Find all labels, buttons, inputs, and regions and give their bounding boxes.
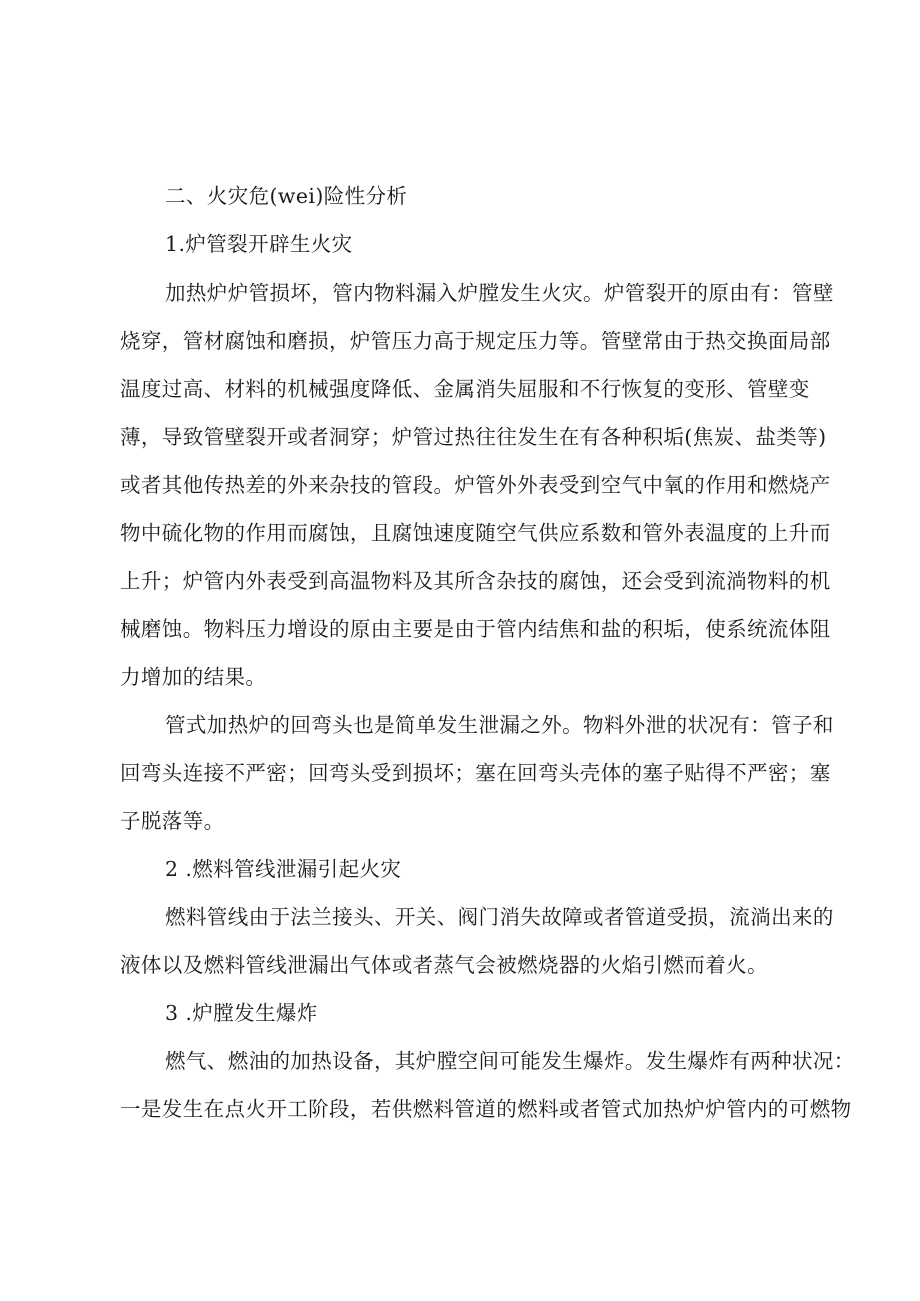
paragraph-line: 薄，导致管壁裂开或者洞穿；炉管过热往往发生在有各种积垢(焦炭、盐类等) — [120, 425, 827, 449]
section-title: 二、火灾危(wei)险性分析 — [165, 184, 408, 208]
subsection-title-3: 3 .炉膛发生爆炸 — [165, 1001, 318, 1025]
subsection-title-1: 1.炉管裂开辟生火灾 — [165, 232, 353, 256]
paragraph-line: 回弯头连接不严密；回弯头受到损坏；塞在回弯头壳体的塞子贴得不严密；塞 — [120, 761, 831, 785]
paragraph-line: 一是发生在点火开工阶段，若供燃料管道的燃料或者管式加热炉炉管内的可燃物 — [120, 1097, 852, 1121]
paragraph-line: 上升；炉管内外表受到高温物料及其所含杂技的腐蚀，还会受到流淌物料的机 — [120, 569, 831, 593]
paragraph-line: 加热炉炉管损坏，管内物料漏入炉膛发生火灾。炉管裂开的原由有：管壁 — [165, 281, 834, 305]
paragraph-line: 烧穿，管材腐蚀和磨损，炉管压力高于规定压力等。管壁常由于热交换面局部 — [120, 329, 831, 353]
paragraph-line: 子脱落等。 — [120, 809, 225, 833]
paragraph-line: 力增加的结果。 — [120, 665, 267, 689]
paragraph-line: 燃料管线由于法兰接头、开关、阀门消失故障或者管道受损，流淌出来的 — [165, 905, 834, 929]
paragraph-line: 温度过高、材料的机械强度降低、金属消失屈服和不行恢复的变形、管壁变 — [120, 377, 810, 401]
paragraph-line: 械磨蚀。物料压力增设的原由主要是由于管内结焦和盐的积垢，使系统流体阻 — [120, 617, 831, 641]
paragraph-line: 或者其他传热差的外来杂技的管段。炉管外外表受到空气中氧的作用和燃烧产 — [120, 473, 831, 497]
subsection-title-2: 2 .燃料管线泄漏引起火灾 — [165, 857, 402, 881]
paragraph-line: 管式加热炉的回弯头也是简单发生泄漏之外。物料外泄的状况有：管子和 — [165, 713, 834, 737]
paragraph-line: 燃气、燃油的加热设备，其炉膛空间可能发生爆炸。发生爆炸有两种状况： — [165, 1049, 855, 1073]
paragraph-line: 物中硫化物的作用而腐蚀，且腐蚀速度随空气供应系数和管外表温度的上升而 — [120, 521, 831, 545]
paragraph-line: 液体以及燃料管线泄漏出气体或者蒸气会被燃烧器的火焰引燃而着火。 — [120, 953, 768, 977]
